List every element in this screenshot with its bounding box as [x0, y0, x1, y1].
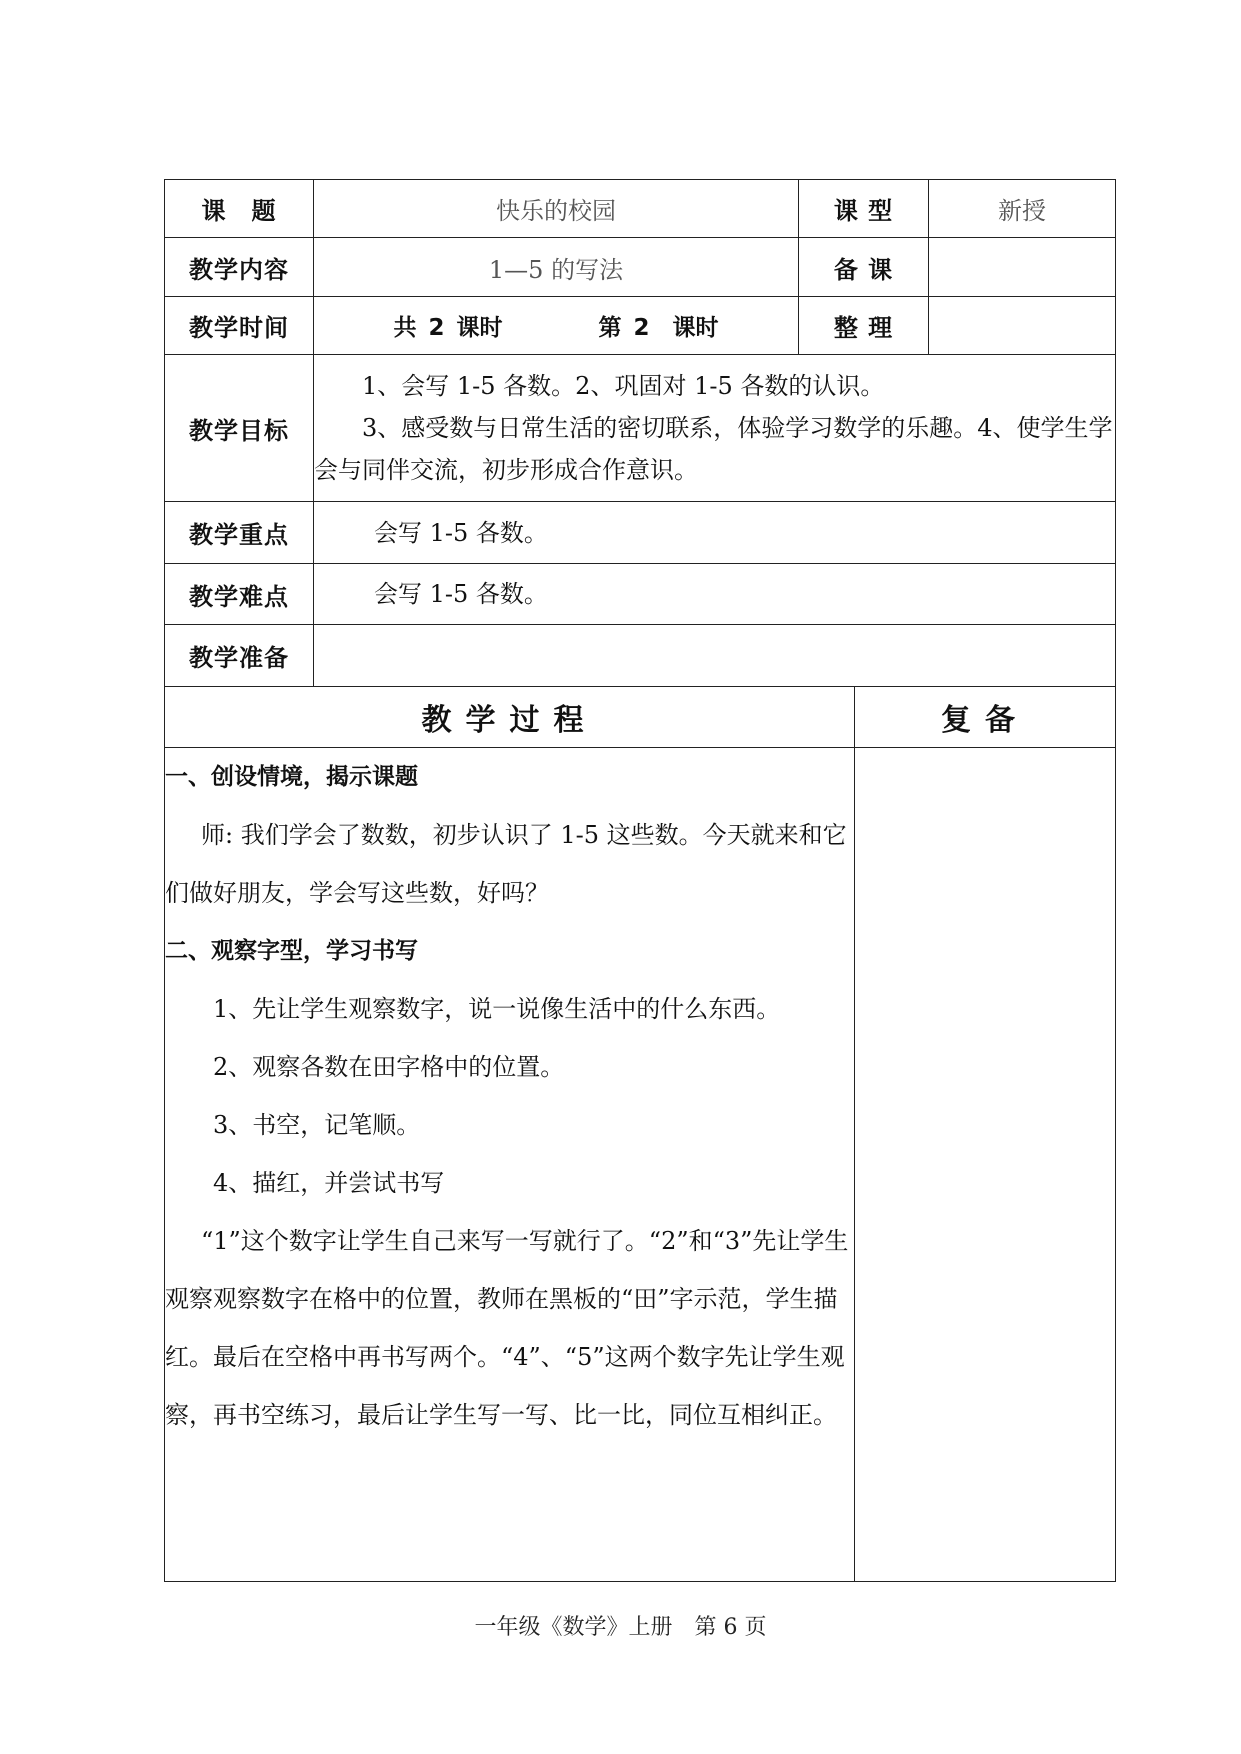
goals-label: 教学目标 [165, 355, 314, 502]
preparation-value [314, 625, 1116, 687]
topic-value: 快乐的校园 [314, 180, 799, 238]
lesson-type-label: 课 型 [799, 180, 929, 238]
goals-row [165, 355, 1116, 502]
writing-paragraph: “1”这个数字让学生自己来写一写就行了。“2”和“3”先让学生观察观察数字在格中的位置，教师在黑板的“田”字示范，学生描红。最后在空格中再书写两个。“4”、“5”这两个数字先让学生观察，再书空练习，最后让学生写一写、比一比，同位互相纠正。 [165, 1227, 849, 1429]
time-label: 教学时间 [165, 297, 314, 355]
preparation-label: 教学准备 [165, 625, 314, 687]
difficulty-row [165, 564, 1116, 625]
content-row [165, 238, 1116, 297]
time-value [314, 297, 799, 355]
preparation-row [165, 625, 1116, 687]
review-content [855, 748, 1116, 1582]
prep-value [929, 238, 1116, 297]
step-1: 1、先让学生观察数字，说一说像生活中的什么东西。 [213, 995, 781, 1023]
review-title: 复备 [855, 687, 1116, 748]
step-4: 4、描红，并尝试书写 [213, 1169, 445, 1197]
topic-row [165, 180, 1116, 238]
key-point-value: 会写 1-5 各数。 [314, 502, 1116, 564]
goals-line-1: 1、会写 1-5 各数。2、巩固对 1-5 各数的认识。 [362, 372, 885, 400]
process-body-row [165, 748, 1116, 1582]
lesson-plan-table [164, 179, 1116, 1582]
step-3: 3、书空，记笔顺。 [213, 1111, 421, 1139]
page-footer: 一年级《数学》上册 第 6 页 [474, 1615, 767, 1640]
time-row [165, 297, 1116, 355]
process-title: 教学过程 [165, 687, 855, 748]
key-point-row [165, 502, 1116, 564]
organize-label: 整 理 [799, 297, 929, 355]
goals-line-2: 3、感受数与日常生活的密切联系，体验学习数学的乐趣。4、使学生学会与同伴交流，初步形成合作意识。 [314, 414, 1113, 484]
section-1-text: 师: 我们学会了数数，初步认识了 1-5 这些数。今天就来和它们做好朋友，学会写这些数，好吗？ [165, 821, 847, 907]
difficulty-label: 教学难点 [165, 564, 314, 625]
goals-content [314, 355, 1116, 502]
topic-label: 课 题 [165, 180, 314, 238]
key-point-label: 教学重点 [165, 502, 314, 564]
section-2-title: 二、观察字型，学习书写 [165, 938, 418, 964]
difficulty-value: 会写 1-5 各数。 [314, 564, 1116, 625]
time-current: 第 2 课时 [598, 315, 719, 341]
organize-value [929, 297, 1116, 355]
content-label: 教学内容 [165, 238, 314, 297]
content-value: 1—5 的写法 [314, 238, 799, 297]
process-header-row [165, 687, 1116, 748]
step-2: 2、观察各数在田字格中的位置。 [213, 1053, 565, 1081]
process-content [165, 748, 855, 1582]
prep-label: 备 课 [799, 238, 929, 297]
time-total: 共 2 课时 [393, 315, 503, 341]
lesson-type-value: 新授 [929, 180, 1116, 238]
section-1-title: 一、创设情境，揭示课题 [165, 764, 418, 790]
